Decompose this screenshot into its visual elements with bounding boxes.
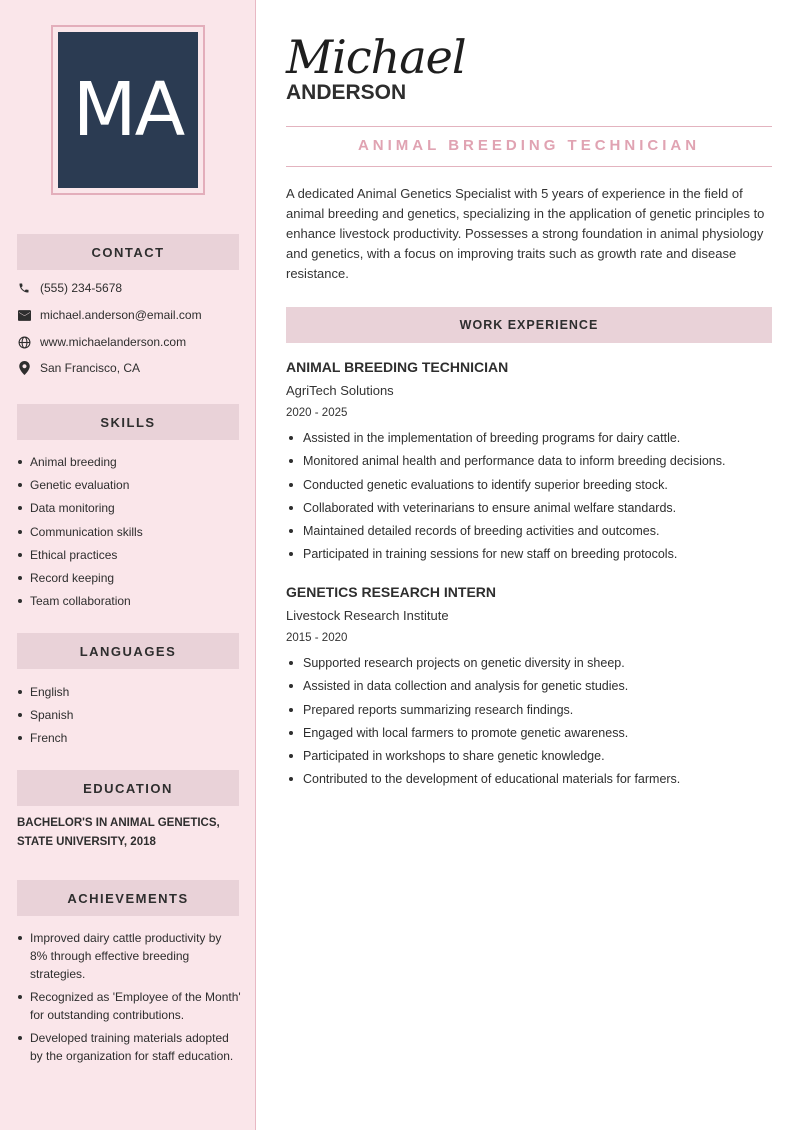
job-bullets xyxy=(286,654,772,788)
profile-summary: A dedicated Animal Genetics Specialist with 5 years of experience in the field of animal breeding and genetics, specializing in the application of genetic principles to enhance livestock productivity. Possesses a strong foundation in animal physiology and genetics, with a focus on improving traits such as growth rate and disease resistance. xyxy=(286,186,765,281)
globe-icon xyxy=(17,335,31,349)
job-entry xyxy=(286,358,772,569)
languages-list xyxy=(17,683,242,753)
list-item: Animal breeding xyxy=(17,453,242,471)
list-item: Data monitoring xyxy=(17,499,242,517)
work-experience-heading: WORK EXPERIENCE xyxy=(286,307,772,343)
list-item: English xyxy=(17,683,242,701)
contact-location xyxy=(17,360,140,376)
skills-list xyxy=(17,453,242,615)
job-title: ANIMAL BREEDING TECHNICIAN xyxy=(286,359,509,375)
list-item: Collaborated with veterinarians to ensure animal welfare standards. xyxy=(286,499,772,517)
job-role-title: ANIMAL BREEDING TECHNICIAN xyxy=(357,137,701,154)
list-item: Team collaboration xyxy=(17,592,242,610)
job-dates: 2020 - 2025 xyxy=(286,407,348,419)
list-item: French xyxy=(17,729,242,747)
list-item: Recognized as 'Employee of the Month' for outstanding contributions. xyxy=(17,988,242,1024)
education-entry xyxy=(17,814,242,852)
education-heading: EDUCATION xyxy=(17,770,239,806)
list-item: Spanish xyxy=(17,706,242,724)
job-bullets xyxy=(286,429,772,563)
contact-email xyxy=(17,307,202,323)
last-name: ANDERSON xyxy=(286,81,407,104)
job-dates: 2015 - 2020 xyxy=(286,632,348,644)
contact-phone-text: (555) 234-5678 xyxy=(40,281,123,295)
education-school: STATE UNIVERSITY, 2018 xyxy=(17,836,156,848)
achievements-heading: ACHIEVEMENTS xyxy=(17,880,239,916)
company-name: AgriTech Solutions xyxy=(286,383,394,398)
contact-website-text[interactable]: www.michaelanderson.com xyxy=(40,335,187,349)
sidebar xyxy=(0,0,256,1130)
first-name: Michael xyxy=(286,30,466,84)
divider-bottom xyxy=(286,166,772,167)
list-item: Monitored animal health and performance data to inform breeding decisions. xyxy=(286,452,772,470)
phone-icon xyxy=(17,281,31,295)
contact-heading: CONTACT xyxy=(17,234,239,270)
languages-heading: LANGUAGES xyxy=(17,633,239,669)
list-item: Conducted genetic evaluations to identify superior breeding stock. xyxy=(286,476,772,494)
map-pin-icon xyxy=(17,361,31,375)
company-name: Livestock Research Institute xyxy=(286,608,449,623)
divider-top xyxy=(286,126,772,127)
achievements-list xyxy=(17,929,242,1070)
list-item: Participated in workshops to share genetic knowledge. xyxy=(286,747,772,765)
job-entry xyxy=(286,583,772,794)
contact-phone xyxy=(17,280,122,296)
skills-heading: SKILLS xyxy=(17,404,239,440)
list-item: Maintained detailed records of breeding activities and outcomes. xyxy=(286,522,772,540)
contact-website xyxy=(17,334,186,350)
list-item: Participated in training sessions for new staff on breeding protocols. xyxy=(286,545,772,563)
list-item: Developed training materials adopted by the organization for staff education. xyxy=(17,1029,242,1065)
list-item: Record keeping xyxy=(17,569,242,587)
list-item: Ethical practices xyxy=(17,546,242,564)
monogram: MA xyxy=(58,32,198,188)
envelope-icon xyxy=(17,308,31,322)
list-item: Improved dairy cattle productivity by 8% through effective breeding strategies. xyxy=(17,929,242,983)
education-degree: BACHELOR'S IN ANIMAL GENETICS, xyxy=(17,817,220,829)
list-item: Supported research projects on genetic diversity in sheep. xyxy=(286,654,772,672)
list-item: Assisted in the implementation of breeding programs for dairy cattle. xyxy=(286,429,772,447)
contact-location-text: San Francisco, CA xyxy=(40,361,141,375)
list-item: Prepared reports summarizing research findings. xyxy=(286,701,772,719)
list-item: Contributed to the development of educational materials for farmers. xyxy=(286,770,772,788)
list-item: Engaged with local farmers to promote genetic awareness. xyxy=(286,724,772,742)
monogram-frame xyxy=(51,25,205,195)
list-item: Genetic evaluation xyxy=(17,476,242,494)
list-item: Assisted in data collection and analysis for genetic studies. xyxy=(286,677,772,695)
job-title: GENETICS RESEARCH INTERN xyxy=(286,584,497,600)
contact-email-text[interactable]: michael.anderson@email.com xyxy=(40,308,202,322)
list-item: Communication skills xyxy=(17,523,242,541)
